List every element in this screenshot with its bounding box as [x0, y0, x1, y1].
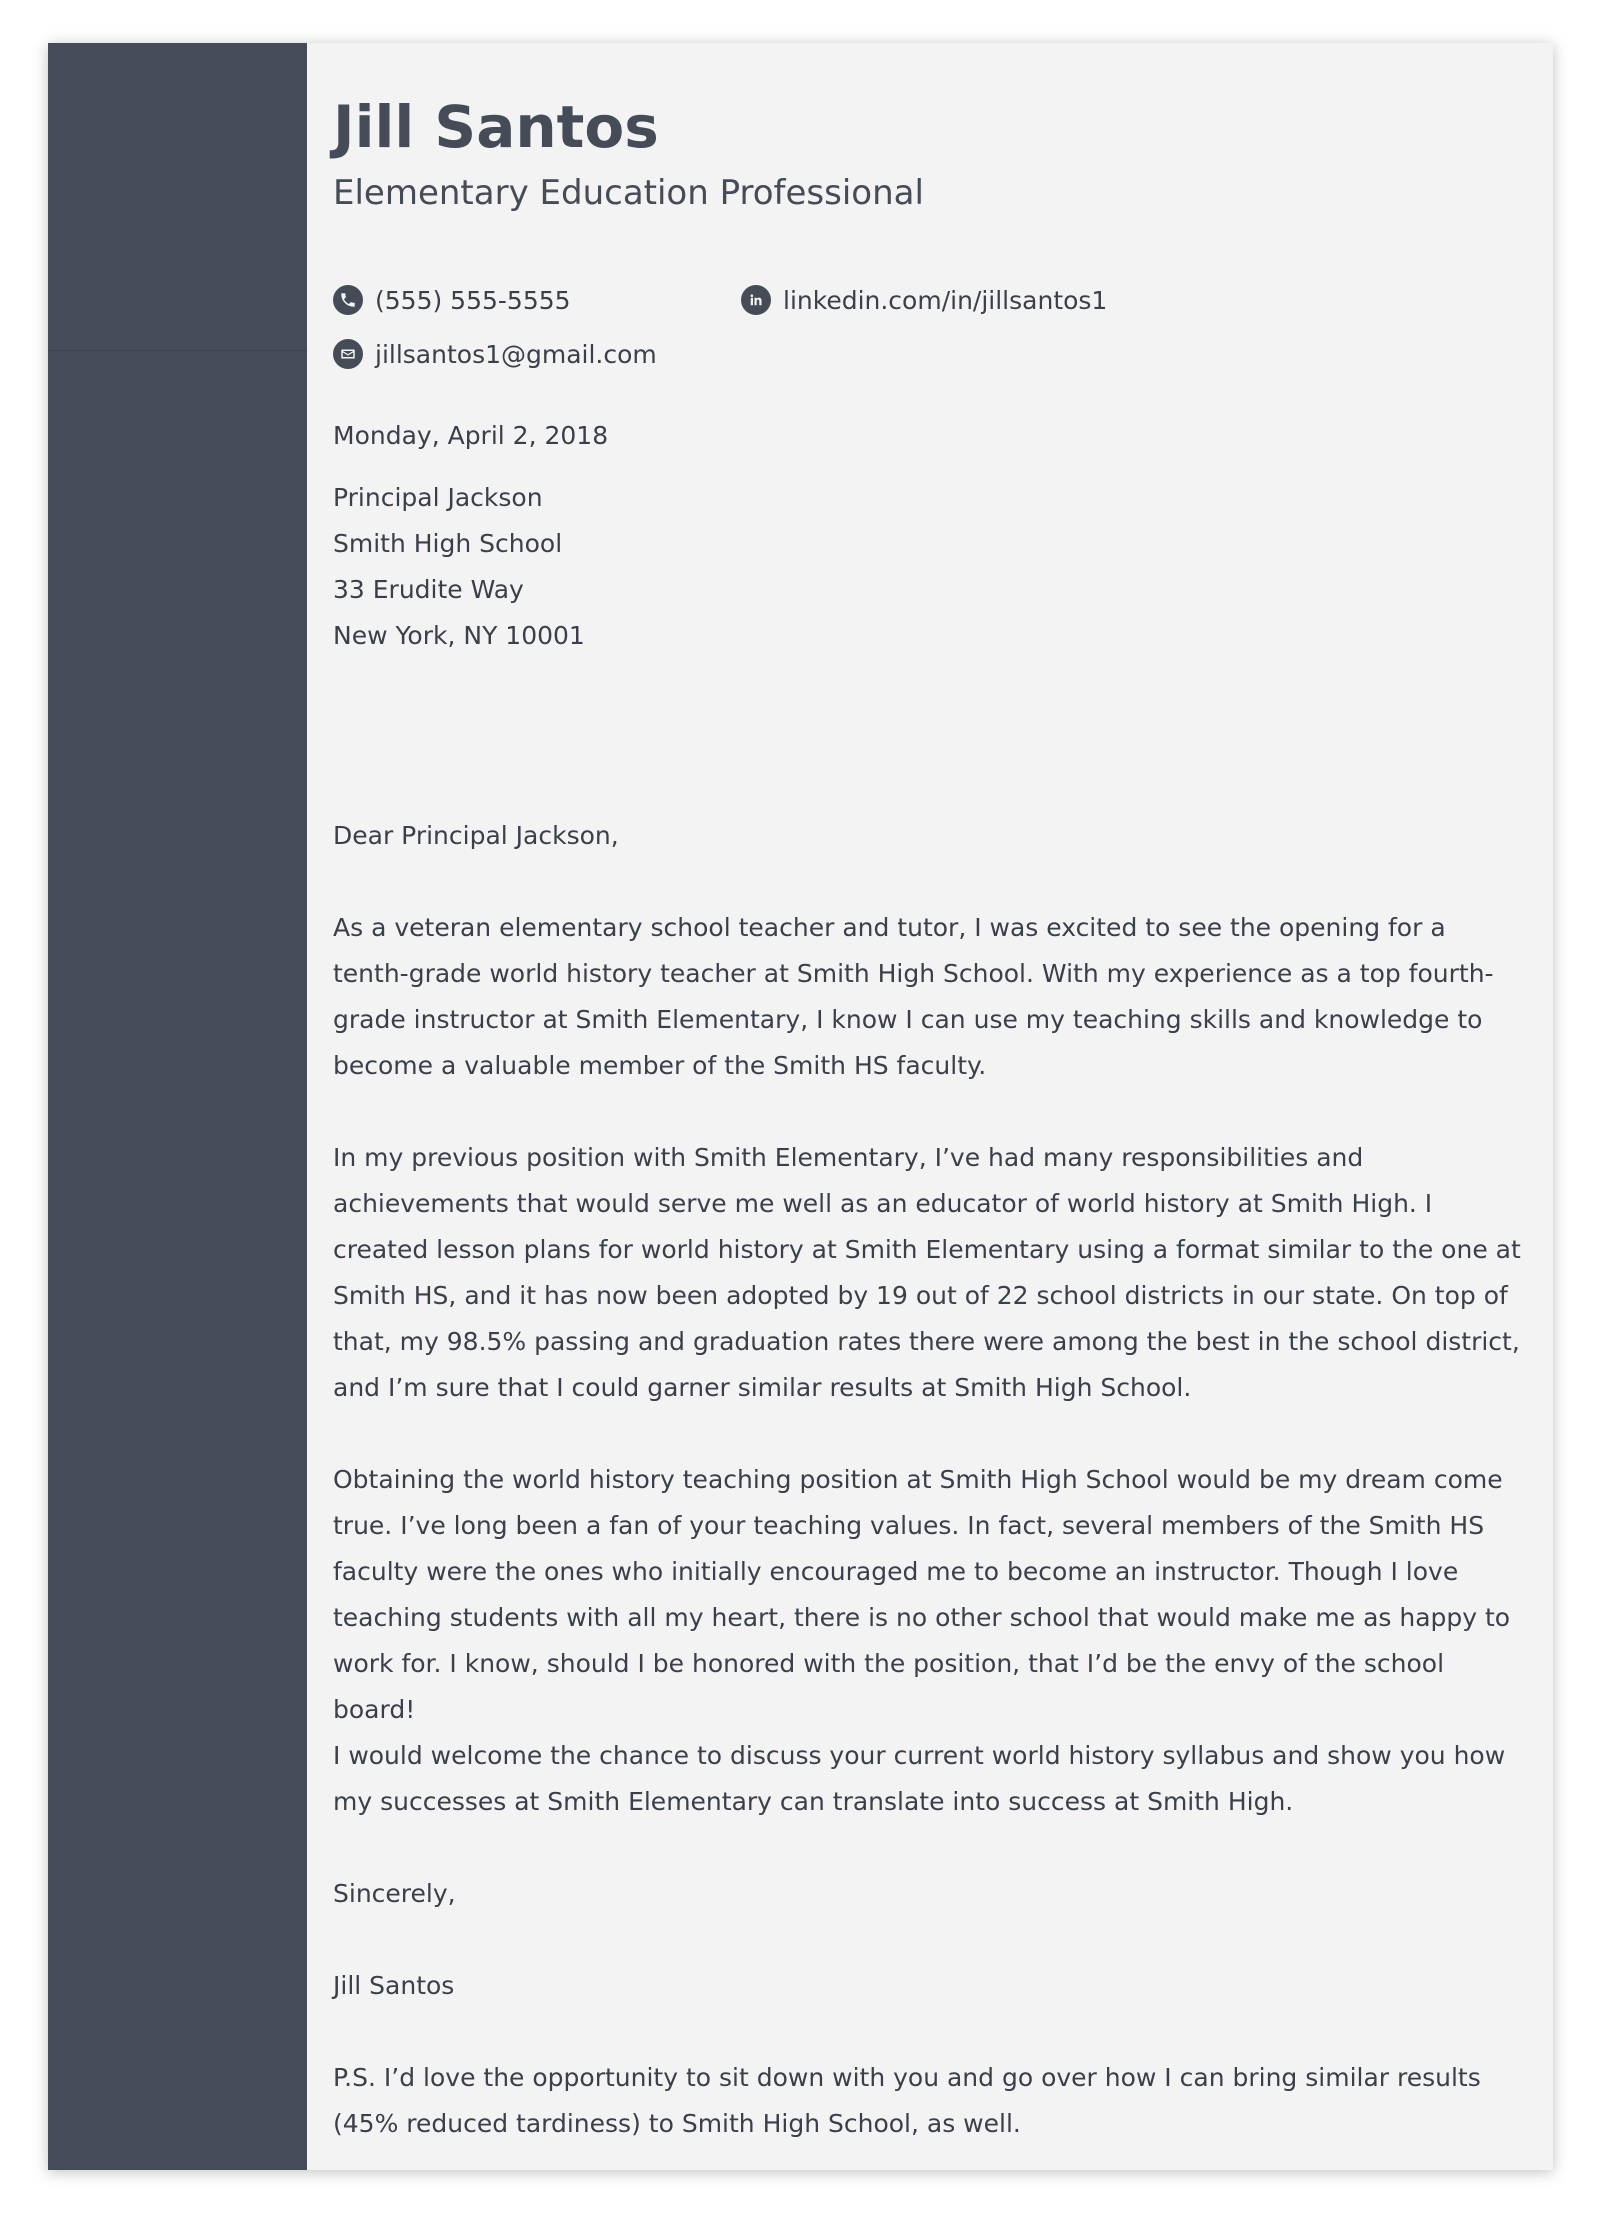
recipient-address: [333, 475, 1523, 659]
paragraph-text: As a veteran elementary school teacher and tutor, I was excited to see the opening for a tenth-grade world history teacher at Smith High School. With my experience as a top fourth-grade instructor at Smith Elementary, I know I can use my teaching skills and knowledge to become a valuable member of the Smith HS faculty.: [333, 913, 1494, 1080]
postscript: [333, 2055, 1523, 2147]
phone-icon: [333, 285, 363, 315]
sidebar: [48, 43, 307, 2170]
contact-linkedin[interactable]: [741, 285, 1107, 315]
email-link[interactable]: jillsantos1@gmail.com: [375, 339, 657, 369]
paragraph-text: I would welcome the chance to discuss your current world history syllabus and show you how my successes at Smith Elementary can translate into success at Smith High.: [333, 1741, 1506, 1816]
linkedin-icon: [741, 285, 771, 315]
applicant-name: Jill Santos: [333, 93, 659, 161]
letter-date: Monday, April 2, 2018: [333, 421, 609, 450]
paragraph-text: In my previous position with Smith Elementary, I’ve had many responsibilities and achievements that would serve me well as an educator of world history at Smith High. I created lesson plans for world history at Smith Elementary using a format similar to the one at Smith HS, and it has now been adopted by 19 out of 22 school districts in our state. On top of that, my 98.5% passing and graduation rates there were among the best in the school district, and I’m sure that I could garner similar results at Smith High School.: [333, 1143, 1521, 1402]
signature: Jill Santos: [333, 1971, 455, 2000]
contact-phone: [333, 285, 571, 315]
body-paragraph-2: [333, 1135, 1523, 1411]
body-paragraph-3: [333, 1457, 1523, 1733]
recipient-school: Smith High School: [333, 529, 563, 558]
salutation: Dear Principal Jackson,: [333, 821, 619, 850]
recipient-street: 33 Erudite Way: [333, 575, 524, 604]
recipient-city: New York, NY 10001: [333, 621, 585, 650]
closing: Sincerely,: [333, 1879, 456, 1908]
applicant-title: Elementary Education Professional: [333, 173, 924, 213]
phone-text: (555) 555-5555: [375, 285, 571, 315]
postscript-text: P.S. I’d love the opportunity to sit down with you and go over how I can bring similar results (45% reduced tardiness) to Smith High School, as well.: [333, 2063, 1481, 2138]
paragraph-text: Obtaining the world history teaching position at Smith High School would be my dream come true. I’ve long been a fan of your teaching values. In fact, several members of the Smith HS faculty were the ones who initially encouraged me to become an instructor. Though I love teaching students with all my heart, there is no other school that would make me as happy to work for. I know, should I be honored with the position, that I’d be the envy of the school board!: [333, 1465, 1511, 1724]
body-paragraph-1: [333, 905, 1523, 1089]
sidebar-divider: [48, 350, 307, 351]
recipient-name: Principal Jackson: [333, 483, 543, 512]
cover-letter-page: [48, 43, 1553, 2170]
body-paragraph-4: [333, 1733, 1523, 1825]
contact-email[interactable]: [333, 339, 657, 369]
linkedin-link[interactable]: linkedin.com/in/jillsantos1: [783, 285, 1108, 315]
email-icon: [333, 339, 363, 369]
